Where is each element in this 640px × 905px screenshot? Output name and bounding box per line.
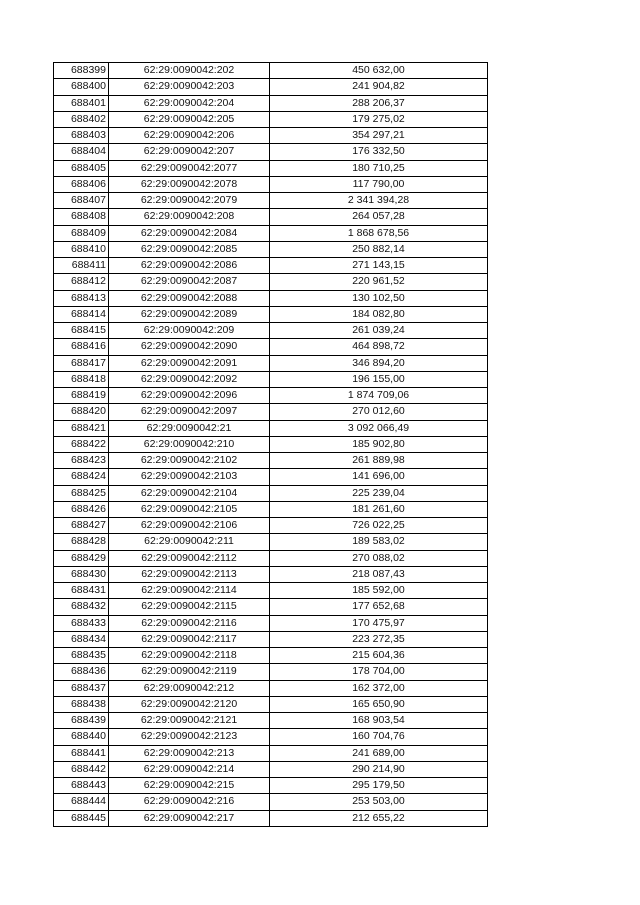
row-number-cell: 688442 [54,761,109,777]
row-number-cell: 688415 [54,323,109,339]
row-number-cell: 688423 [54,453,109,469]
cadastral-number-cell: 62:29:0090042:202 [109,63,270,79]
table-row [54,290,488,306]
row-number-cell: 688431 [54,583,109,599]
table-row [54,144,488,160]
cadastral-number-cell: 62:29:0090042:2087 [109,274,270,290]
table-row [54,696,488,712]
table-row [54,79,488,95]
table-row [54,160,488,176]
cadastral-value-cell: 271 143,15 [270,258,488,274]
row-number-cell: 688422 [54,436,109,452]
table-row [54,111,488,127]
row-number-cell: 688443 [54,778,109,794]
table-body [54,63,488,827]
row-number-cell: 688444 [54,794,109,810]
row-number-cell: 688430 [54,566,109,582]
cadastral-value-cell: 176 332,50 [270,144,488,160]
cadastral-value-cell: 141 696,00 [270,469,488,485]
row-number-cell: 688404 [54,144,109,160]
cadastral-number-cell: 62:29:0090042:2114 [109,583,270,599]
cadastral-value-cell: 184 082,80 [270,306,488,322]
cadastral-number-cell: 62:29:0090042:2102 [109,453,270,469]
cadastral-value-cell: 354 297,21 [270,128,488,144]
row-number-cell: 688403 [54,128,109,144]
cadastral-value-cell: 179 275,02 [270,111,488,127]
cadastral-number-cell: 62:29:0090042:211 [109,534,270,550]
table-row [54,355,488,371]
cadastral-value-cell: 346 894,20 [270,355,488,371]
cadastral-value-cell: 218 087,43 [270,566,488,582]
cadastral-number-cell: 62:29:0090042:214 [109,761,270,777]
cadastral-value-cell: 117 790,00 [270,176,488,192]
cadastral-number-cell: 62:29:0090042:210 [109,436,270,452]
cadastral-value-cell: 185 592,00 [270,583,488,599]
row-number-cell: 688411 [54,258,109,274]
cadastral-number-cell: 62:29:0090042:204 [109,95,270,111]
cadastral-number-cell: 62:29:0090042:2091 [109,355,270,371]
cadastral-value-cell: 225 239,04 [270,485,488,501]
cadastral-number-cell: 62:29:0090042:2078 [109,176,270,192]
row-number-cell: 688419 [54,388,109,404]
table-row [54,404,488,420]
row-number-cell: 688445 [54,810,109,826]
table-row [54,615,488,631]
table-row [54,241,488,257]
cadastral-number-cell: 62:29:0090042:2077 [109,160,270,176]
cadastral-number-cell: 62:29:0090042:2088 [109,290,270,306]
cadastral-value-cell: 196 155,00 [270,371,488,387]
cadastral-value-cell: 220 961,52 [270,274,488,290]
cadastral-number-cell: 62:29:0090042:21 [109,420,270,436]
table-row [54,501,488,517]
cadastral-value-cell: 130 102,50 [270,290,488,306]
cadastral-value-cell: 270 012,60 [270,404,488,420]
row-number-cell: 688406 [54,176,109,192]
cadastral-number-cell: 62:29:0090042:205 [109,111,270,127]
cadastral-number-cell: 62:29:0090042:2119 [109,664,270,680]
table-row [54,339,488,355]
table-row [54,550,488,566]
cadastral-value-cell: 464 898,72 [270,339,488,355]
cadastral-value-cell: 2 341 394,28 [270,193,488,209]
table-row [54,95,488,111]
row-number-cell: 688437 [54,680,109,696]
cadastral-value-cell: 160 704,76 [270,729,488,745]
table-row [54,453,488,469]
cadastral-value-cell: 180 710,25 [270,160,488,176]
cadastral-number-cell: 62:29:0090042:2118 [109,648,270,664]
row-number-cell: 688417 [54,355,109,371]
cadastral-number-cell: 62:29:0090042:208 [109,209,270,225]
row-number-cell: 688413 [54,290,109,306]
cadastral-value-cell: 726 022,25 [270,518,488,534]
cadastral-value-cell: 185 902,80 [270,436,488,452]
table-row [54,713,488,729]
row-number-cell: 688427 [54,518,109,534]
table-row [54,745,488,761]
row-number-cell: 688436 [54,664,109,680]
table-row [54,599,488,615]
table-row [54,193,488,209]
cadastral-number-cell: 62:29:0090042:2112 [109,550,270,566]
cadastral-value-cell: 168 903,54 [270,713,488,729]
cadastral-number-cell: 62:29:0090042:2103 [109,469,270,485]
table-row [54,323,488,339]
table-row [54,371,488,387]
table-row [54,648,488,664]
table-row [54,436,488,452]
table-row [54,274,488,290]
table-row [54,761,488,777]
table-row [54,583,488,599]
cadastral-value-cell: 290 214,90 [270,761,488,777]
cadastral-value-cell: 177 652,68 [270,599,488,615]
table-row [54,729,488,745]
cadastral-number-cell: 62:29:0090042:203 [109,79,270,95]
cadastral-value-cell: 295 179,50 [270,778,488,794]
cadastral-value-cell: 1 874 709,06 [270,388,488,404]
cadastral-number-cell: 62:29:0090042:2121 [109,713,270,729]
row-number-cell: 688408 [54,209,109,225]
row-number-cell: 688441 [54,745,109,761]
cadastral-number-cell: 62:29:0090042:2089 [109,306,270,322]
cadastral-number-cell: 62:29:0090042:2105 [109,501,270,517]
table-row [54,420,488,436]
table-row [54,176,488,192]
row-number-cell: 688412 [54,274,109,290]
cadastral-number-cell: 62:29:0090042:2104 [109,485,270,501]
cadastral-number-cell: 62:29:0090042:2092 [109,371,270,387]
row-number-cell: 688439 [54,713,109,729]
cadastral-number-cell: 62:29:0090042:2115 [109,599,270,615]
cadastral-number-cell: 62:29:0090042:216 [109,794,270,810]
row-number-cell: 688407 [54,193,109,209]
row-number-cell: 688433 [54,615,109,631]
row-number-cell: 688399 [54,63,109,79]
table-row [54,388,488,404]
cadastral-value-cell: 261 039,24 [270,323,488,339]
row-number-cell: 688414 [54,306,109,322]
table-row [54,566,488,582]
table-row [54,810,488,826]
cadastral-value-cell: 1 868 678,56 [270,225,488,241]
row-number-cell: 688409 [54,225,109,241]
cadastral-number-cell: 62:29:0090042:2120 [109,696,270,712]
row-number-cell: 688400 [54,79,109,95]
cadastral-value-cell: 178 704,00 [270,664,488,680]
table-row [54,794,488,810]
row-number-cell: 688401 [54,95,109,111]
row-number-cell: 688410 [54,241,109,257]
table-row [54,63,488,79]
cadastral-value-cell: 170 475,97 [270,615,488,631]
row-number-cell: 688416 [54,339,109,355]
cadastral-number-cell: 62:29:0090042:2117 [109,631,270,647]
cadastral-value-cell: 253 503,00 [270,794,488,810]
cadastral-number-cell: 62:29:0090042:207 [109,144,270,160]
row-number-cell: 688429 [54,550,109,566]
cadastral-value-cell: 264 057,28 [270,209,488,225]
cadastral-number-cell: 62:29:0090042:206 [109,128,270,144]
cadastral-value-table [53,62,488,827]
cadastral-value-cell: 270 088,02 [270,550,488,566]
cadastral-number-cell: 62:29:0090042:2090 [109,339,270,355]
cadastral-number-cell: 62:29:0090042:2113 [109,566,270,582]
row-number-cell: 688420 [54,404,109,420]
cadastral-value-cell: 215 604,36 [270,648,488,664]
cadastral-number-cell: 62:29:0090042:212 [109,680,270,696]
cadastral-number-cell: 62:29:0090042:213 [109,745,270,761]
table-row [54,680,488,696]
cadastral-value-cell: 165 650,90 [270,696,488,712]
row-number-cell: 688434 [54,631,109,647]
cadastral-value-cell: 189 583,02 [270,534,488,550]
row-number-cell: 688426 [54,501,109,517]
table-row [54,225,488,241]
cadastral-value-cell: 181 261,60 [270,501,488,517]
row-number-cell: 688440 [54,729,109,745]
table-row [54,128,488,144]
cadastral-value-cell: 223 272,35 [270,631,488,647]
row-number-cell: 688405 [54,160,109,176]
cadastral-number-cell: 62:29:0090042:2097 [109,404,270,420]
cadastral-number-cell: 62:29:0090042:2123 [109,729,270,745]
table-row [54,664,488,680]
cadastral-number-cell: 62:29:0090042:2085 [109,241,270,257]
cadastral-number-cell: 62:29:0090042:2079 [109,193,270,209]
row-number-cell: 688428 [54,534,109,550]
cadastral-value-cell: 250 882,14 [270,241,488,257]
row-number-cell: 688435 [54,648,109,664]
table-row [54,485,488,501]
cadastral-value-cell: 450 632,00 [270,63,488,79]
cadastral-number-cell: 62:29:0090042:215 [109,778,270,794]
table-row [54,534,488,550]
table-row [54,631,488,647]
row-number-cell: 688438 [54,696,109,712]
cadastral-value-cell: 241 689,00 [270,745,488,761]
table-row [54,518,488,534]
cadastral-number-cell: 62:29:0090042:209 [109,323,270,339]
table-row [54,209,488,225]
row-number-cell: 688424 [54,469,109,485]
table-row [54,469,488,485]
table-row [54,258,488,274]
cadastral-number-cell: 62:29:0090042:2106 [109,518,270,534]
cadastral-number-cell: 62:29:0090042:2084 [109,225,270,241]
table-row [54,306,488,322]
row-number-cell: 688421 [54,420,109,436]
cadastral-value-cell: 212 655,22 [270,810,488,826]
row-number-cell: 688432 [54,599,109,615]
cadastral-value-cell: 288 206,37 [270,95,488,111]
cadastral-number-cell: 62:29:0090042:217 [109,810,270,826]
cadastral-number-cell: 62:29:0090042:2116 [109,615,270,631]
row-number-cell: 688402 [54,111,109,127]
cadastral-value-cell: 162 372,00 [270,680,488,696]
cadastral-number-cell: 62:29:0090042:2096 [109,388,270,404]
cadastral-value-cell: 241 904,82 [270,79,488,95]
row-number-cell: 688425 [54,485,109,501]
cadastral-number-cell: 62:29:0090042:2086 [109,258,270,274]
cadastral-value-cell: 261 889,98 [270,453,488,469]
table-row [54,778,488,794]
cadastral-value-cell: 3 092 066,49 [270,420,488,436]
row-number-cell: 688418 [54,371,109,387]
